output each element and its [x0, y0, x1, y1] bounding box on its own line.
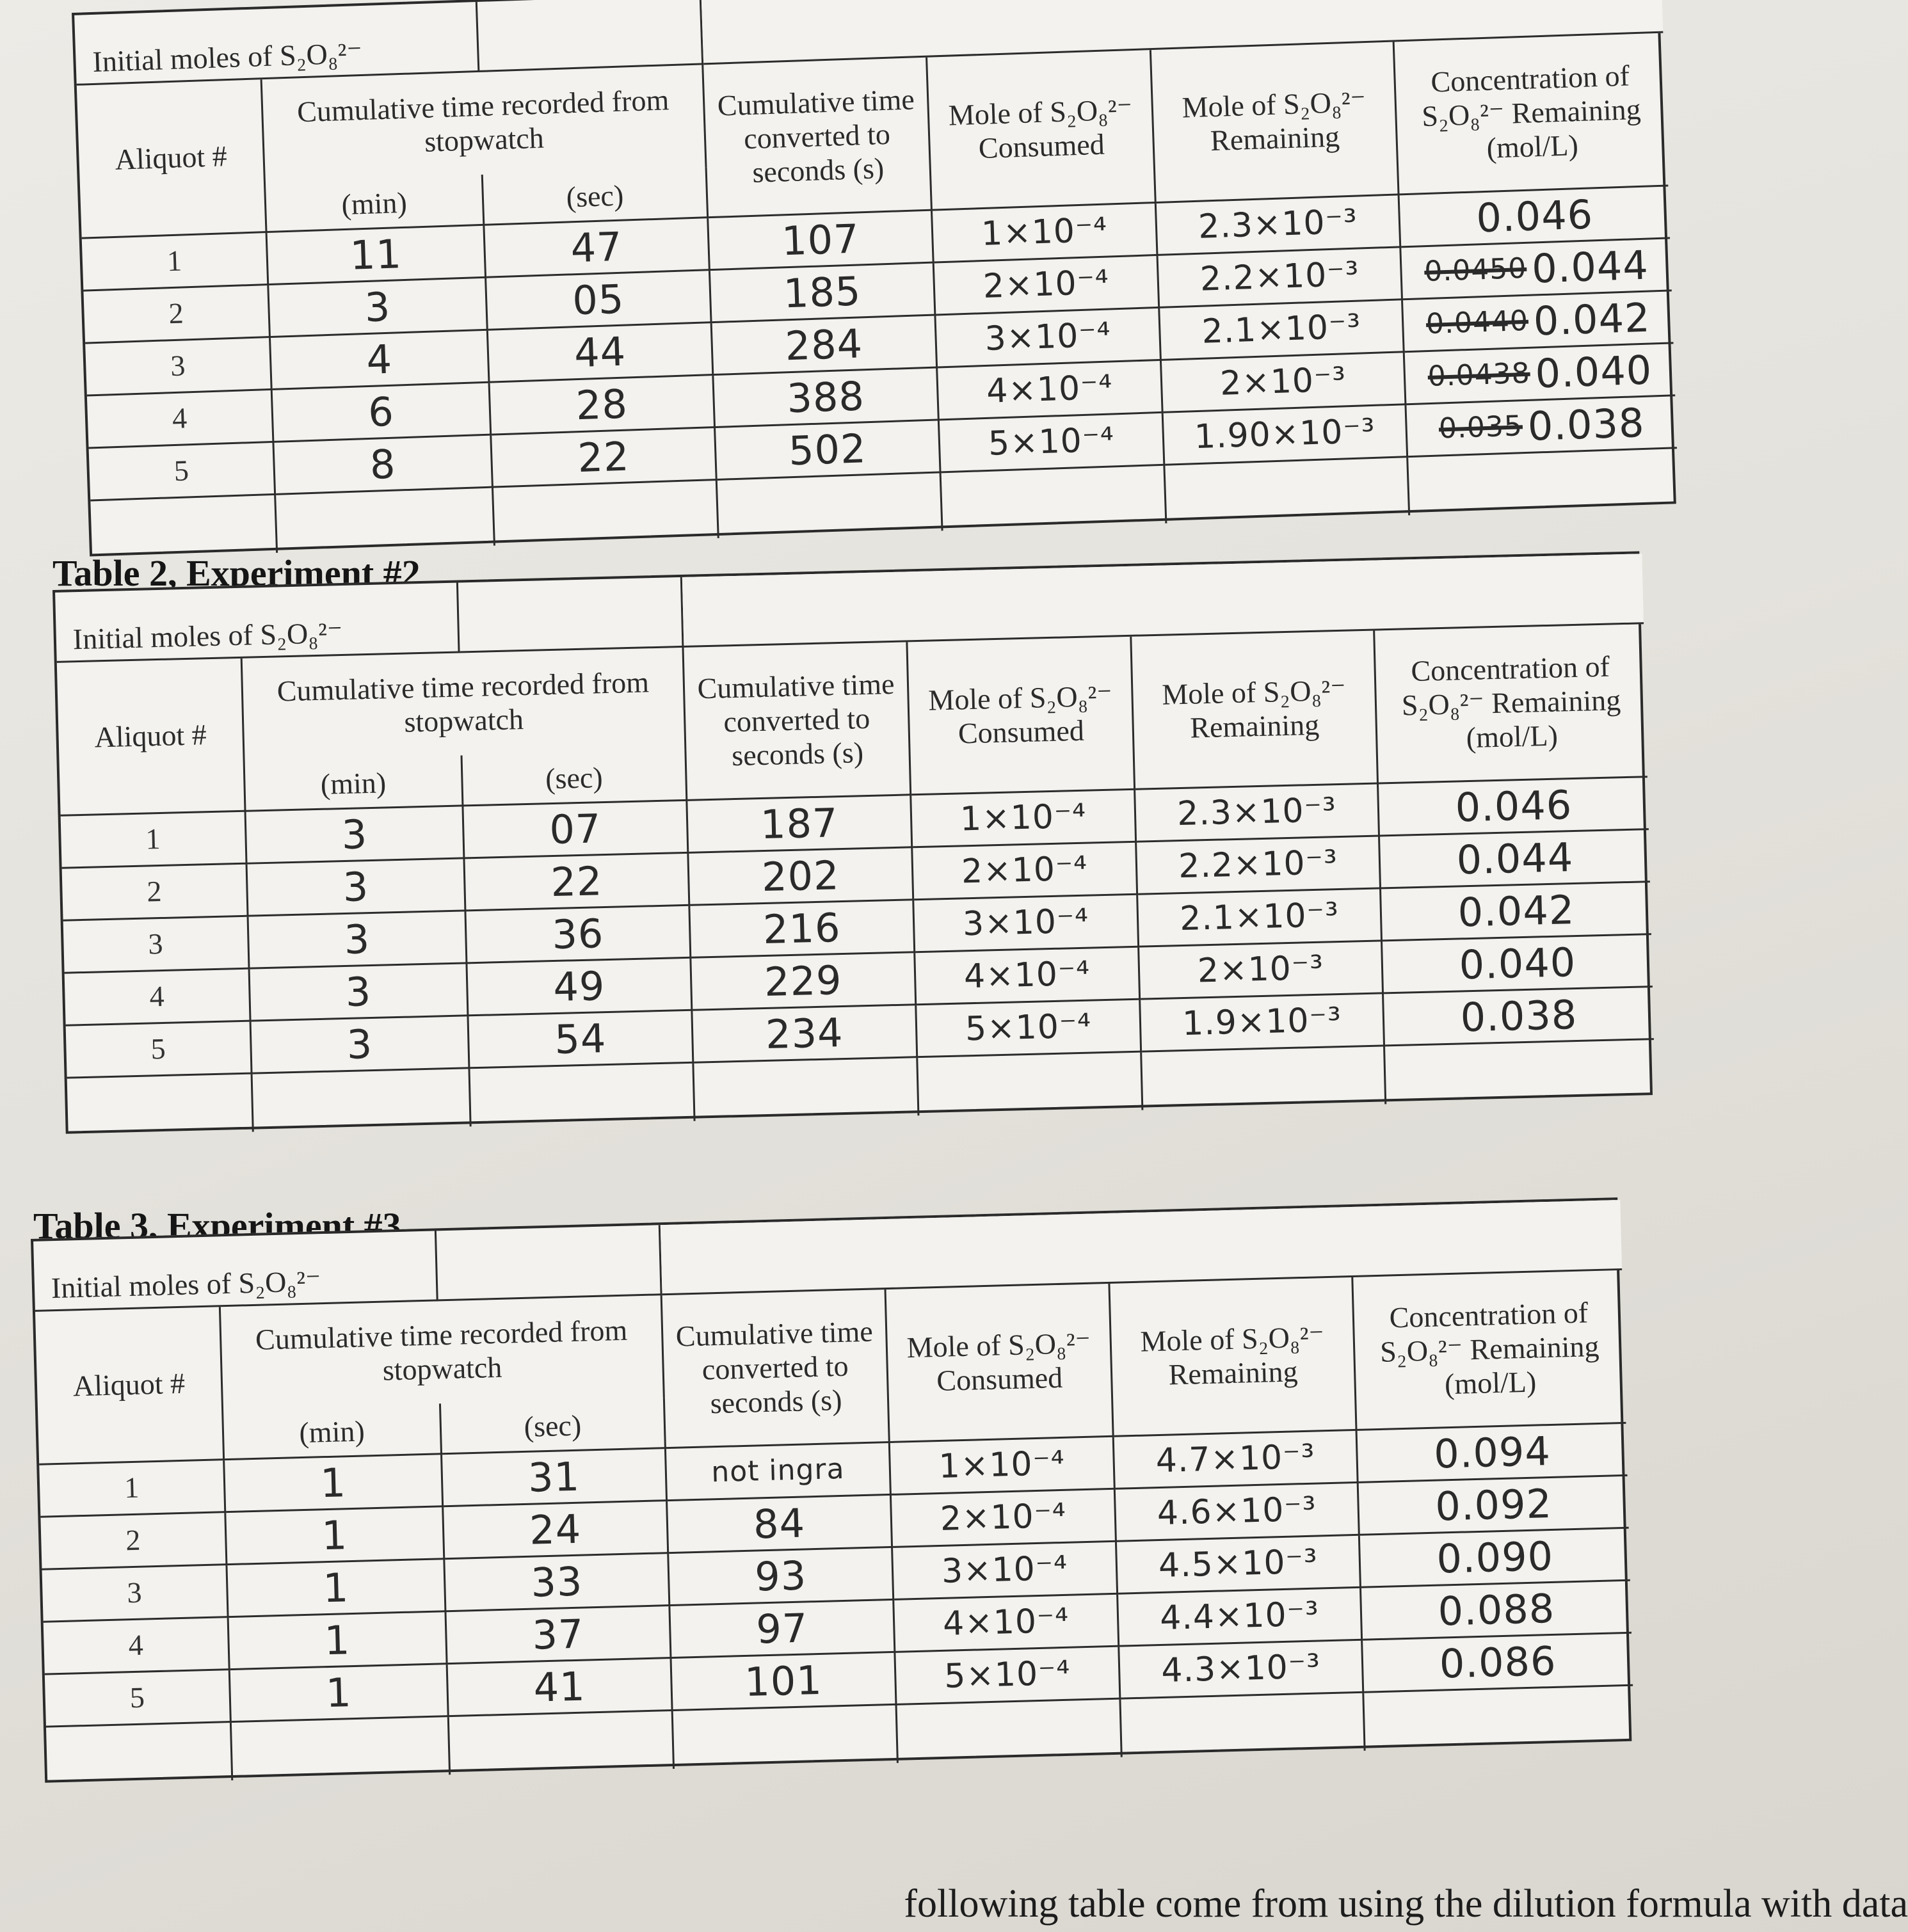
- moles-remaining-value: 4.5×10⁻³: [1117, 1536, 1361, 1595]
- concentration-value: 0.038: [1459, 991, 1578, 1041]
- empty-cell: [493, 481, 719, 546]
- cumulative-time-header: Cumulative time recorded from stopwatch: [262, 65, 707, 182]
- seconds-value: 49: [467, 959, 693, 1017]
- concentration-cell: [1380, 830, 1650, 889]
- crossed-out-value: 0.0450: [1423, 252, 1528, 289]
- concentration-value: 0.038: [1527, 399, 1646, 450]
- converted-seconds-header: Cumulative time converted to seconds (s): [662, 1289, 890, 1449]
- moles-remaining-value: 2×10⁻³: [1139, 941, 1384, 1000]
- moles-remaining-value: 2.2×10⁻³: [1158, 248, 1404, 308]
- moles-consumed-value: 5×10⁻⁴: [895, 1647, 1121, 1705]
- crossed-out-value: 0.0440: [1425, 305, 1529, 341]
- empty-cell: [694, 1058, 919, 1121]
- concentration-value: 0.046: [1454, 781, 1573, 831]
- data-table-grid: [52, 551, 1653, 1133]
- concentration-cell: [1379, 778, 1649, 836]
- minutes-value: 3: [269, 278, 488, 338]
- moles-consumed-value: 2×10⁻⁴: [934, 256, 1160, 316]
- min-unit-header: (min): [223, 1403, 442, 1460]
- table-2-title: Table 2, Experiment #2: [52, 552, 421, 594]
- table-3-title: Table 3, Experiment #3: [33, 1205, 401, 1247]
- minutes-value: 3: [250, 964, 469, 1021]
- aliquot-number: 3: [85, 338, 273, 397]
- converted-seconds-value: 97: [670, 1601, 895, 1659]
- empty-cell: [1121, 1693, 1365, 1757]
- aliquot-number: 1: [39, 1460, 226, 1518]
- converted-seconds-value: 84: [668, 1496, 893, 1554]
- experiment-1-table: [72, 0, 1676, 557]
- concentration-cell: [1361, 1581, 1631, 1641]
- aliquot-number: 4: [65, 970, 252, 1026]
- concentration-header: Concentration of S₂O₈²⁻ Remaining (mol/L): [1375, 624, 1647, 784]
- moles-consumed-value: 4×10⁻⁴: [938, 361, 1164, 421]
- concentration-cell: [1405, 344, 1675, 405]
- converted-seconds-value: 284: [712, 315, 938, 376]
- empty-cell: [918, 1053, 1143, 1116]
- minutes-value: 3: [252, 1016, 470, 1074]
- initial-moles-value: [458, 577, 684, 653]
- concentration-cell: [1400, 186, 1670, 248]
- min-unit-header: (min): [266, 175, 485, 233]
- footer-text: following table come from using the dilution formula with data: [904, 1882, 1908, 1926]
- concentration-value: 0.040: [1458, 938, 1577, 989]
- seconds-value: 05: [486, 271, 712, 331]
- crossed-out-value: 0.0438: [1427, 356, 1531, 394]
- concentration-cell: [1406, 396, 1676, 458]
- experiment-3-table: [31, 1197, 1631, 1783]
- empty-cell: [232, 1717, 451, 1780]
- empty-cell: [46, 1723, 233, 1785]
- converted-seconds-header: Cumulative time converted to seconds (s): [684, 642, 911, 801]
- moles-consumed-header: Mole of S₂O₈²⁻ Consumed: [908, 637, 1135, 795]
- initial-moles-label: Initial moles of S₂O₈²⁻: [74, 2, 479, 86]
- seconds-value: 44: [488, 323, 714, 383]
- moles-consumed-value: 3×10⁻⁴: [893, 1542, 1118, 1601]
- data-table-grid: [31, 1197, 1631, 1783]
- concentration-cell: [1360, 1529, 1630, 1588]
- concentration-cell: [1358, 1424, 1628, 1483]
- aliquot-number: 1: [82, 233, 269, 292]
- aliquot-header: Aliquot #: [57, 659, 246, 817]
- moles-consumed-value: 2×10⁻⁴: [913, 843, 1138, 901]
- seconds-value: 28: [490, 376, 716, 436]
- aliquot-number: 1: [61, 812, 248, 869]
- converted-seconds-value: 229: [691, 953, 917, 1011]
- seconds-value: 41: [448, 1659, 673, 1717]
- minutes-value: 1: [230, 1665, 449, 1723]
- empty-cell: [1165, 458, 1410, 523]
- aliquot-number: 2: [62, 865, 249, 922]
- moles-consumed-value: 5×10⁻⁴: [940, 413, 1166, 474]
- concentration-value: 0.092: [1434, 1480, 1553, 1530]
- concentration-cell: [1384, 987, 1654, 1046]
- initial-moles-value: [477, 0, 703, 72]
- concentration-value: 0.044: [1531, 241, 1649, 292]
- minutes-value: 1: [229, 1612, 448, 1670]
- converted-seconds-header: Cumulative time converted to seconds (s): [703, 58, 933, 218]
- empty-cell: [449, 1711, 675, 1775]
- converted-seconds-value: 388: [714, 368, 940, 428]
- seconds-value: 37: [446, 1606, 671, 1665]
- empty-cell: [90, 495, 278, 559]
- moles-consumed-value: 5×10⁻⁴: [917, 1000, 1142, 1058]
- converted-seconds-value: 107: [709, 211, 934, 271]
- minutes-value: 6: [273, 383, 492, 443]
- aliquot-number: 4: [44, 1618, 230, 1675]
- moles-consumed-header: Mole of S₂O₈²⁻ Consumed: [927, 50, 1157, 211]
- empty-cell: [1385, 1040, 1655, 1104]
- initial-moles-label: Initial moles of S₂O₈²⁻: [55, 583, 460, 663]
- moles-consumed-value: 4×10⁻⁴: [894, 1595, 1119, 1653]
- moles-remaining-value: 2.1×10⁻³: [1160, 300, 1405, 361]
- moles-consumed-value: 3×10⁻⁴: [914, 895, 1139, 954]
- cumulative-time-header: Cumulative time recorded from stopwatch: [221, 1295, 665, 1409]
- concentration-value: 0.086: [1438, 1637, 1557, 1688]
- aliquot-number: 2: [40, 1513, 227, 1570]
- concentration-cell: [1401, 239, 1671, 300]
- minutes-value: 11: [268, 226, 487, 285]
- sec-unit-header: (sec): [441, 1398, 666, 1455]
- moles-remaining-value: 4.7×10⁻³: [1114, 1431, 1359, 1490]
- aliquot-number: 5: [45, 1670, 232, 1728]
- moles-consumed-value: 1×10⁻⁴: [933, 204, 1158, 264]
- moles-consumed-value: 2×10⁻⁴: [892, 1490, 1117, 1548]
- minutes-value: 3: [248, 859, 467, 916]
- seconds-value: 22: [465, 854, 690, 912]
- concentration-cell: [1359, 1476, 1629, 1536]
- moles-remaining-value: 2.1×10⁻³: [1138, 889, 1383, 947]
- aliquot-number: 5: [66, 1022, 253, 1079]
- concentration-value: 0.094: [1433, 1427, 1551, 1478]
- converted-seconds-value: 185: [710, 264, 936, 324]
- moles-remaining-value: 4.3×10⁻³: [1119, 1641, 1364, 1700]
- minutes-value: 3: [249, 911, 468, 969]
- aliquot-header: Aliquot #: [35, 1307, 225, 1465]
- moles-consumed-value: 3×10⁻⁴: [936, 308, 1162, 369]
- aliquot-header: Aliquot #: [77, 79, 268, 239]
- seconds-value: 22: [492, 428, 718, 488]
- converted-seconds-value: 187: [687, 795, 913, 854]
- converted-seconds-value: 234: [693, 1005, 918, 1064]
- aliquot-number: 2: [83, 285, 271, 344]
- moles-consumed-value: 1×10⁻⁴: [890, 1437, 1116, 1496]
- moles-consumed-value: 4×10⁻⁴: [915, 948, 1141, 1006]
- empty-cell: [276, 488, 495, 553]
- moles-remaining-value: 2.3×10⁻³: [1135, 784, 1380, 842]
- aliquot-number: 4: [87, 390, 275, 449]
- empty-cell: [470, 1064, 695, 1127]
- converted-seconds-value: not ingra: [666, 1443, 892, 1501]
- moles-consumed-value: 1×10⁻⁴: [911, 790, 1137, 849]
- minutes-value: 1: [226, 1507, 445, 1565]
- initial-moles-label: Initial moles of S₂O₈²⁻: [33, 1231, 438, 1311]
- concentration-cell: [1363, 1634, 1633, 1693]
- seconds-value: 47: [485, 218, 710, 278]
- data-table-grid: [72, 0, 1676, 557]
- moles-remaining-value: 1.9×10⁻³: [1141, 994, 1385, 1052]
- seconds-value: 07: [463, 801, 689, 859]
- empty-cell: [1408, 449, 1679, 515]
- converted-seconds-value: 93: [669, 1548, 894, 1606]
- seconds-value: 24: [444, 1501, 669, 1560]
- concentration-cell: [1383, 935, 1653, 994]
- concentration-header: Concentration of S₂O₈²⁻ Remaining (mol/L): [1353, 1270, 1626, 1431]
- empty-cell: [1364, 1686, 1634, 1751]
- moles-consumed-header: Mole of S₂O₈²⁻ Consumed: [886, 1284, 1114, 1443]
- minutes-value: 1: [225, 1455, 444, 1513]
- minutes-value: 8: [274, 436, 493, 495]
- footer-region: [634, 1856, 1908, 1932]
- aliquot-number: 5: [89, 443, 277, 502]
- cumulative-time-header: Cumulative time recorded from stopwatch: [243, 648, 687, 761]
- moles-remaining-value: 4.4×10⁻³: [1118, 1588, 1363, 1647]
- converted-seconds-value: 101: [672, 1653, 897, 1711]
- concentration-cell: [1403, 291, 1673, 353]
- moles-remaining-value: 2.2×10⁻³: [1137, 836, 1381, 895]
- seconds-value: 54: [469, 1011, 694, 1069]
- aliquot-number: 3: [42, 1565, 229, 1623]
- initial-moles-value: [437, 1225, 662, 1301]
- concentration-value: 0.046: [1475, 191, 1594, 242]
- concentration-value: 0.042: [1532, 294, 1651, 345]
- converted-seconds-value: 202: [689, 848, 914, 906]
- converted-seconds-value: 502: [716, 420, 942, 481]
- seconds-value: 31: [442, 1449, 668, 1507]
- seconds-value: 36: [466, 906, 691, 964]
- concentration-value: 0.040: [1534, 346, 1653, 397]
- concentration-value: 0.090: [1436, 1532, 1554, 1583]
- moles-remaining-header: Mole of S₂O₈²⁻ Remaining: [1110, 1277, 1357, 1437]
- moles-remaining-value: 4.6×10⁻³: [1116, 1483, 1360, 1542]
- seconds-value: 33: [445, 1554, 670, 1612]
- crossed-out-value: 0.035: [1438, 410, 1523, 445]
- empty-cell: [718, 473, 943, 538]
- concentration-value: 0.042: [1457, 886, 1576, 936]
- empty-cell: [67, 1074, 254, 1137]
- sec-unit-header: (sec): [483, 167, 709, 226]
- minutes-value: 4: [271, 331, 490, 390]
- empty-cell: [673, 1705, 899, 1769]
- concentration-value: 0.044: [1455, 833, 1575, 884]
- minutes-value: 1: [227, 1560, 446, 1618]
- empty-cell: [942, 466, 1167, 531]
- moles-remaining-value: 2.3×10⁻³: [1157, 195, 1402, 256]
- min-unit-header: (min): [245, 755, 464, 811]
- moles-remaining-header: Mole of S₂O₈²⁻ Remaining: [1151, 42, 1400, 204]
- concentration-header: Concentration of S₂O₈²⁻ Remaining (mol/L): [1395, 33, 1669, 196]
- empty-cell: [253, 1069, 472, 1131]
- converted-seconds-value: 216: [690, 900, 915, 959]
- aliquot-number: 3: [63, 917, 250, 974]
- concentration-value: 0.088: [1437, 1585, 1556, 1635]
- sec-unit-header: (sec): [463, 750, 688, 807]
- empty-cell: [897, 1700, 1123, 1763]
- experiment-2-table: [52, 551, 1653, 1133]
- moles-remaining-value: 2×10⁻³: [1162, 353, 1407, 413]
- minutes-value: 3: [246, 806, 465, 864]
- moles-remaining-value: 1.90×10⁻³: [1164, 405, 1409, 466]
- empty-cell: [1142, 1046, 1386, 1110]
- moles-remaining-header: Mole of S₂O₈²⁻ Remaining: [1132, 631, 1379, 790]
- concentration-cell: [1381, 882, 1651, 941]
